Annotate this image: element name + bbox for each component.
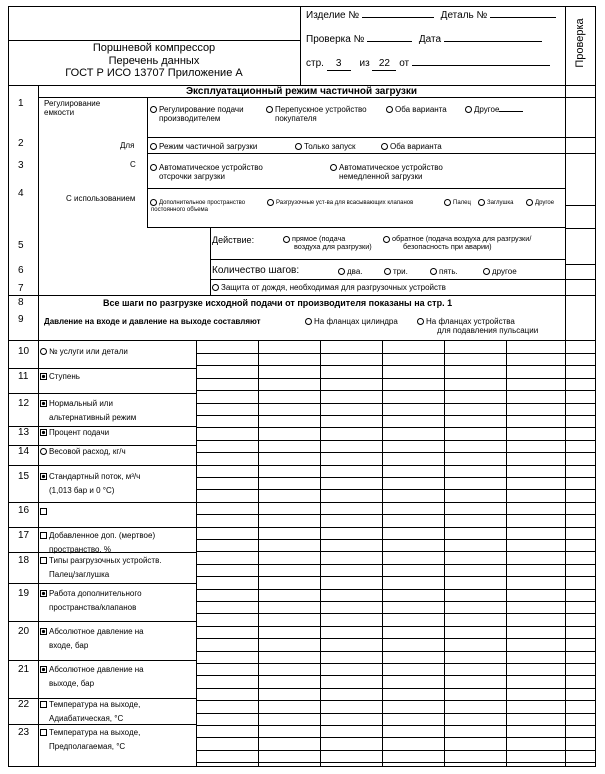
- row-number: 19: [18, 588, 30, 599]
- radio-icon[interactable]: [430, 268, 437, 275]
- opt-plug[interactable]: Заглушка: [478, 199, 513, 207]
- grid-row-line: [196, 378, 596, 379]
- opt-two-steps[interactable]: два.: [338, 267, 363, 276]
- grid-row-line: [196, 415, 596, 416]
- row-number: 7: [18, 283, 24, 294]
- label-row-line: [8, 368, 196, 369]
- action-label: Действие:: [212, 235, 255, 245]
- grid-row-line: [196, 539, 596, 540]
- grid-row-label[interactable]: [40, 700, 140, 723]
- checkbox-icon[interactable]: [40, 448, 47, 455]
- opt-bypass[interactable]: Перепускное устройство покупателя: [266, 105, 367, 123]
- opt-both[interactable]: Оба варианта: [386, 105, 447, 114]
- grid-row-label-text: пространства/клапанов: [49, 603, 137, 613]
- opt-delayed-load[interactable]: Автоматическое устройство отсрочки загрузки: [150, 163, 263, 181]
- grid-row-label-text: пространство, %: [49, 545, 112, 555]
- label-row-line: [8, 393, 196, 394]
- opt-five-steps[interactable]: пять.: [430, 267, 458, 276]
- checkbox-icon[interactable]: [40, 666, 47, 673]
- grid-row-line: [196, 638, 596, 639]
- grid-row-label-text: Нормальный или: [49, 399, 113, 408]
- grid-row-label-text: входе, бар: [49, 641, 89, 651]
- grid-row-line: [196, 576, 596, 577]
- opt-start-only[interactable]: Только запуск: [295, 142, 356, 151]
- grid-row-label[interactable]: [40, 428, 109, 442]
- grid-row-line: [196, 564, 596, 565]
- grid-row-line: [196, 762, 596, 763]
- radio-icon[interactable]: [444, 199, 451, 206]
- label-row-line: [8, 724, 196, 725]
- grid-row-line: [196, 750, 596, 751]
- opt-other[interactable]: Другое: [465, 105, 523, 114]
- grid-row-label[interactable]: [40, 472, 140, 495]
- checkbox-icon[interactable]: [40, 590, 47, 597]
- grid-row-label-text: № услуги или детали: [49, 347, 128, 356]
- grid-row-line: [196, 390, 596, 391]
- grid-row-line: [196, 675, 596, 676]
- grid-row-line: [196, 700, 596, 701]
- grid-row-line: [196, 601, 596, 602]
- grid-row-label-text: Предполагаемая, °C: [49, 742, 126, 752]
- row-number: 1: [18, 98, 24, 109]
- radio-icon[interactable]: [338, 268, 345, 275]
- checkbox-icon[interactable]: [40, 400, 47, 407]
- row-number: 4: [18, 188, 24, 199]
- row-number: 21: [18, 664, 30, 675]
- row-number: 13: [18, 427, 30, 438]
- grid-row-label-text: Добавленное доп. (мертвое): [49, 531, 156, 540]
- grid-row-label-text: (1,013 бар и 0 °C): [49, 486, 115, 496]
- checkbox-icon[interactable]: [40, 628, 47, 635]
- row-number: 5: [18, 240, 24, 251]
- grid-row-label-text: Абсолютное давление на: [49, 665, 144, 674]
- with-label: С: [130, 160, 136, 169]
- grid-row-label-text: выходе, бар: [49, 679, 95, 689]
- radio-icon[interactable]: [212, 284, 219, 291]
- grid-row-label[interactable]: [40, 627, 144, 650]
- grid-row-line: [196, 489, 596, 490]
- opt-valve-unloaders[interactable]: Разгрузочные уст-ва для всасывающих клапанов: [267, 199, 413, 207]
- radio-icon[interactable]: [483, 268, 490, 275]
- grid-row-label[interactable]: [40, 347, 128, 361]
- grid-row-label-text: Ступень: [49, 372, 80, 381]
- grid-row-label-text: Весовой расход, кг/ч: [49, 447, 126, 456]
- row-number: 22: [18, 699, 30, 710]
- grid-row-line: [196, 403, 596, 404]
- section-title: Эксплуатационный режим частичной загрузки: [185, 86, 418, 97]
- label-row-line: [8, 527, 196, 528]
- grid-row-line: [196, 514, 596, 515]
- row-number: 11: [18, 371, 29, 382]
- grid-row-label[interactable]: [40, 372, 80, 386]
- radio-icon[interactable]: [266, 106, 273, 113]
- checkbox-icon[interactable]: [40, 473, 47, 480]
- opt-other-device[interactable]: Другое: [526, 199, 554, 207]
- radio-icon[interactable]: [383, 236, 390, 243]
- grid-row-line: [196, 452, 596, 453]
- using-label: С использованием: [66, 194, 136, 203]
- form-title: Поршневой компрессор Перечень данных ГОСТ Р ИСО 13707 Приложение А: [65, 42, 243, 80]
- label-row-line: [8, 445, 196, 446]
- grid-row-label-text: альтернативный режим: [49, 413, 137, 423]
- radio-icon[interactable]: [417, 318, 424, 325]
- opt-manufacturer[interactable]: Регулирование подачи производителем: [150, 105, 244, 123]
- row-number: 6: [18, 265, 24, 276]
- row-number: 15: [18, 471, 30, 482]
- checkbox-icon[interactable]: [40, 532, 47, 539]
- row-number: 8: [18, 297, 24, 308]
- radio-icon[interactable]: [295, 143, 302, 150]
- opt-partial-load[interactable]: Режим частичной загрузки: [150, 142, 257, 151]
- grid-row-label[interactable]: [40, 531, 155, 554]
- grid-row-label-text: Температура на выходе,: [49, 700, 141, 709]
- opt-clearance[interactable]: Дополнительное пространство постоянного объема: [151, 200, 246, 213]
- grid-row-label-text: Стандартный поток, м³/ч: [49, 472, 141, 481]
- grid-row-line: [196, 589, 596, 590]
- grid-row-line: [196, 725, 596, 726]
- checkbox-icon[interactable]: [40, 373, 47, 380]
- opt-pulsation-flanges[interactable]: На фланцах устройства для подавления пульсации: [417, 317, 538, 335]
- grid-row-line: [196, 477, 596, 478]
- grid-row-line: [196, 651, 596, 652]
- grid-row-line: [196, 353, 596, 354]
- grid-row-line: [196, 551, 596, 552]
- row-number: 16: [18, 505, 30, 516]
- grid-row-line: [196, 527, 596, 528]
- opt-rain-protection[interactable]: Защита от дождя, необходимая для разгрузочных устройств: [212, 283, 446, 292]
- grid-row-line: [196, 502, 596, 503]
- grid-row-label[interactable]: [40, 399, 136, 422]
- row-number: 18: [18, 555, 30, 566]
- grid-row-label-text: Температура на выходе,: [49, 728, 141, 737]
- label-row-line: [8, 465, 196, 466]
- radio-icon[interactable]: [150, 106, 157, 113]
- grid-row-label-text: Адиабатическая, °C: [49, 714, 124, 724]
- row-number: 17: [18, 530, 30, 541]
- for-label: Для: [120, 141, 135, 150]
- grid-row-line: [196, 427, 596, 428]
- grid-row-label[interactable]: [40, 447, 126, 461]
- opt-immediate-load[interactable]: Автоматическое устройство немедленной загрузки: [330, 163, 443, 181]
- steps-label: Количество шагов:: [212, 265, 300, 276]
- pressure-note: Давление на входе и давление на выходе составляют: [44, 317, 261, 326]
- checkbox-icon[interactable]: [40, 348, 47, 355]
- radio-icon[interactable]: [330, 164, 337, 171]
- grid-row-label-text: Процент подачи: [49, 428, 110, 437]
- label-row-line: [8, 698, 196, 699]
- opt-reverse[interactable]: обратное (подача воздуха для разгрузки/ безопасность при аварии): [383, 235, 531, 252]
- grid-row-label[interactable]: [40, 728, 140, 751]
- all-steps-note: Все шаги по разгрузке исходной подачи от производителя показаны на стр. 1: [103, 298, 453, 308]
- radio-icon[interactable]: [526, 199, 533, 206]
- opt-three-steps[interactable]: три.: [384, 267, 408, 276]
- opt-other-steps[interactable]: другое: [483, 267, 517, 276]
- grid-row-label-text: Палец/заглушка: [49, 570, 110, 580]
- label-row-line: [8, 660, 196, 661]
- row-number: 23: [18, 727, 30, 738]
- row-number: 20: [18, 626, 30, 637]
- radio-icon[interactable]: [386, 106, 393, 113]
- grid-row-line: [196, 440, 596, 441]
- side-check-label: Проверка: [574, 18, 586, 68]
- grid-row-label[interactable]: [40, 589, 142, 612]
- grid-row-line: [196, 613, 596, 614]
- radio-icon[interactable]: [305, 318, 312, 325]
- label-row-line: [8, 621, 196, 622]
- grid-row-line: [196, 626, 596, 627]
- row-number: 9: [18, 314, 24, 325]
- checkbox-icon[interactable]: [40, 429, 47, 436]
- label-row-line: [8, 583, 196, 584]
- radio-icon[interactable]: [465, 106, 472, 113]
- grid-row-line: [196, 688, 596, 689]
- grid-row-line: [196, 365, 596, 366]
- row-number: 12: [18, 398, 30, 409]
- grid-row-label[interactable]: [40, 665, 144, 688]
- opt-cylinder-flanges[interactable]: На фланцах цилиндра: [305, 317, 398, 326]
- radio-icon[interactable]: [478, 199, 485, 206]
- radio-icon[interactable]: [150, 164, 157, 171]
- row-number: 3: [18, 160, 24, 171]
- grid-row-line: [196, 663, 596, 664]
- grid-row-line: [196, 465, 596, 466]
- label-row-line: [8, 502, 196, 503]
- checkbox-icon[interactable]: [40, 557, 47, 564]
- row-number: 14: [18, 446, 30, 457]
- capacity-label: Регулирование емкости: [44, 99, 101, 118]
- opt-finger[interactable]: Палец: [444, 199, 471, 207]
- grid-row-label-text: Абсолютное давление на: [49, 627, 144, 636]
- grid-row-line: [196, 713, 596, 714]
- grid-row-line: [196, 737, 596, 738]
- checkbox-icon[interactable]: [40, 701, 47, 708]
- label-row-line: [8, 426, 196, 427]
- page-field[interactable]: стр. 3 из 22 от: [306, 58, 550, 71]
- radio-icon[interactable]: [267, 199, 274, 206]
- row-number: 10: [18, 346, 30, 357]
- radio-icon[interactable]: [381, 143, 388, 150]
- radio-icon[interactable]: [150, 143, 157, 150]
- radio-icon[interactable]: [150, 199, 157, 206]
- checkbox-icon[interactable]: [40, 729, 47, 736]
- grid-row-label[interactable]: [40, 556, 162, 579]
- checkbox-icon[interactable]: [40, 508, 47, 515]
- row-number: 2: [18, 138, 24, 149]
- opt-direct[interactable]: прямое (подача воздуха для разгрузки): [283, 235, 372, 252]
- opt-both-modes[interactable]: Оба варианта: [381, 142, 442, 151]
- radio-icon[interactable]: [283, 236, 290, 243]
- grid-row-label-text: Работа дополнительного: [49, 589, 142, 598]
- check-field[interactable]: Проверка № Дата: [306, 34, 542, 46]
- item-field[interactable]: Изделие № Деталь №: [306, 10, 556, 22]
- grid-row-label-text: Типы разгрузочных устройств.: [49, 556, 162, 565]
- radio-icon[interactable]: [384, 268, 391, 275]
